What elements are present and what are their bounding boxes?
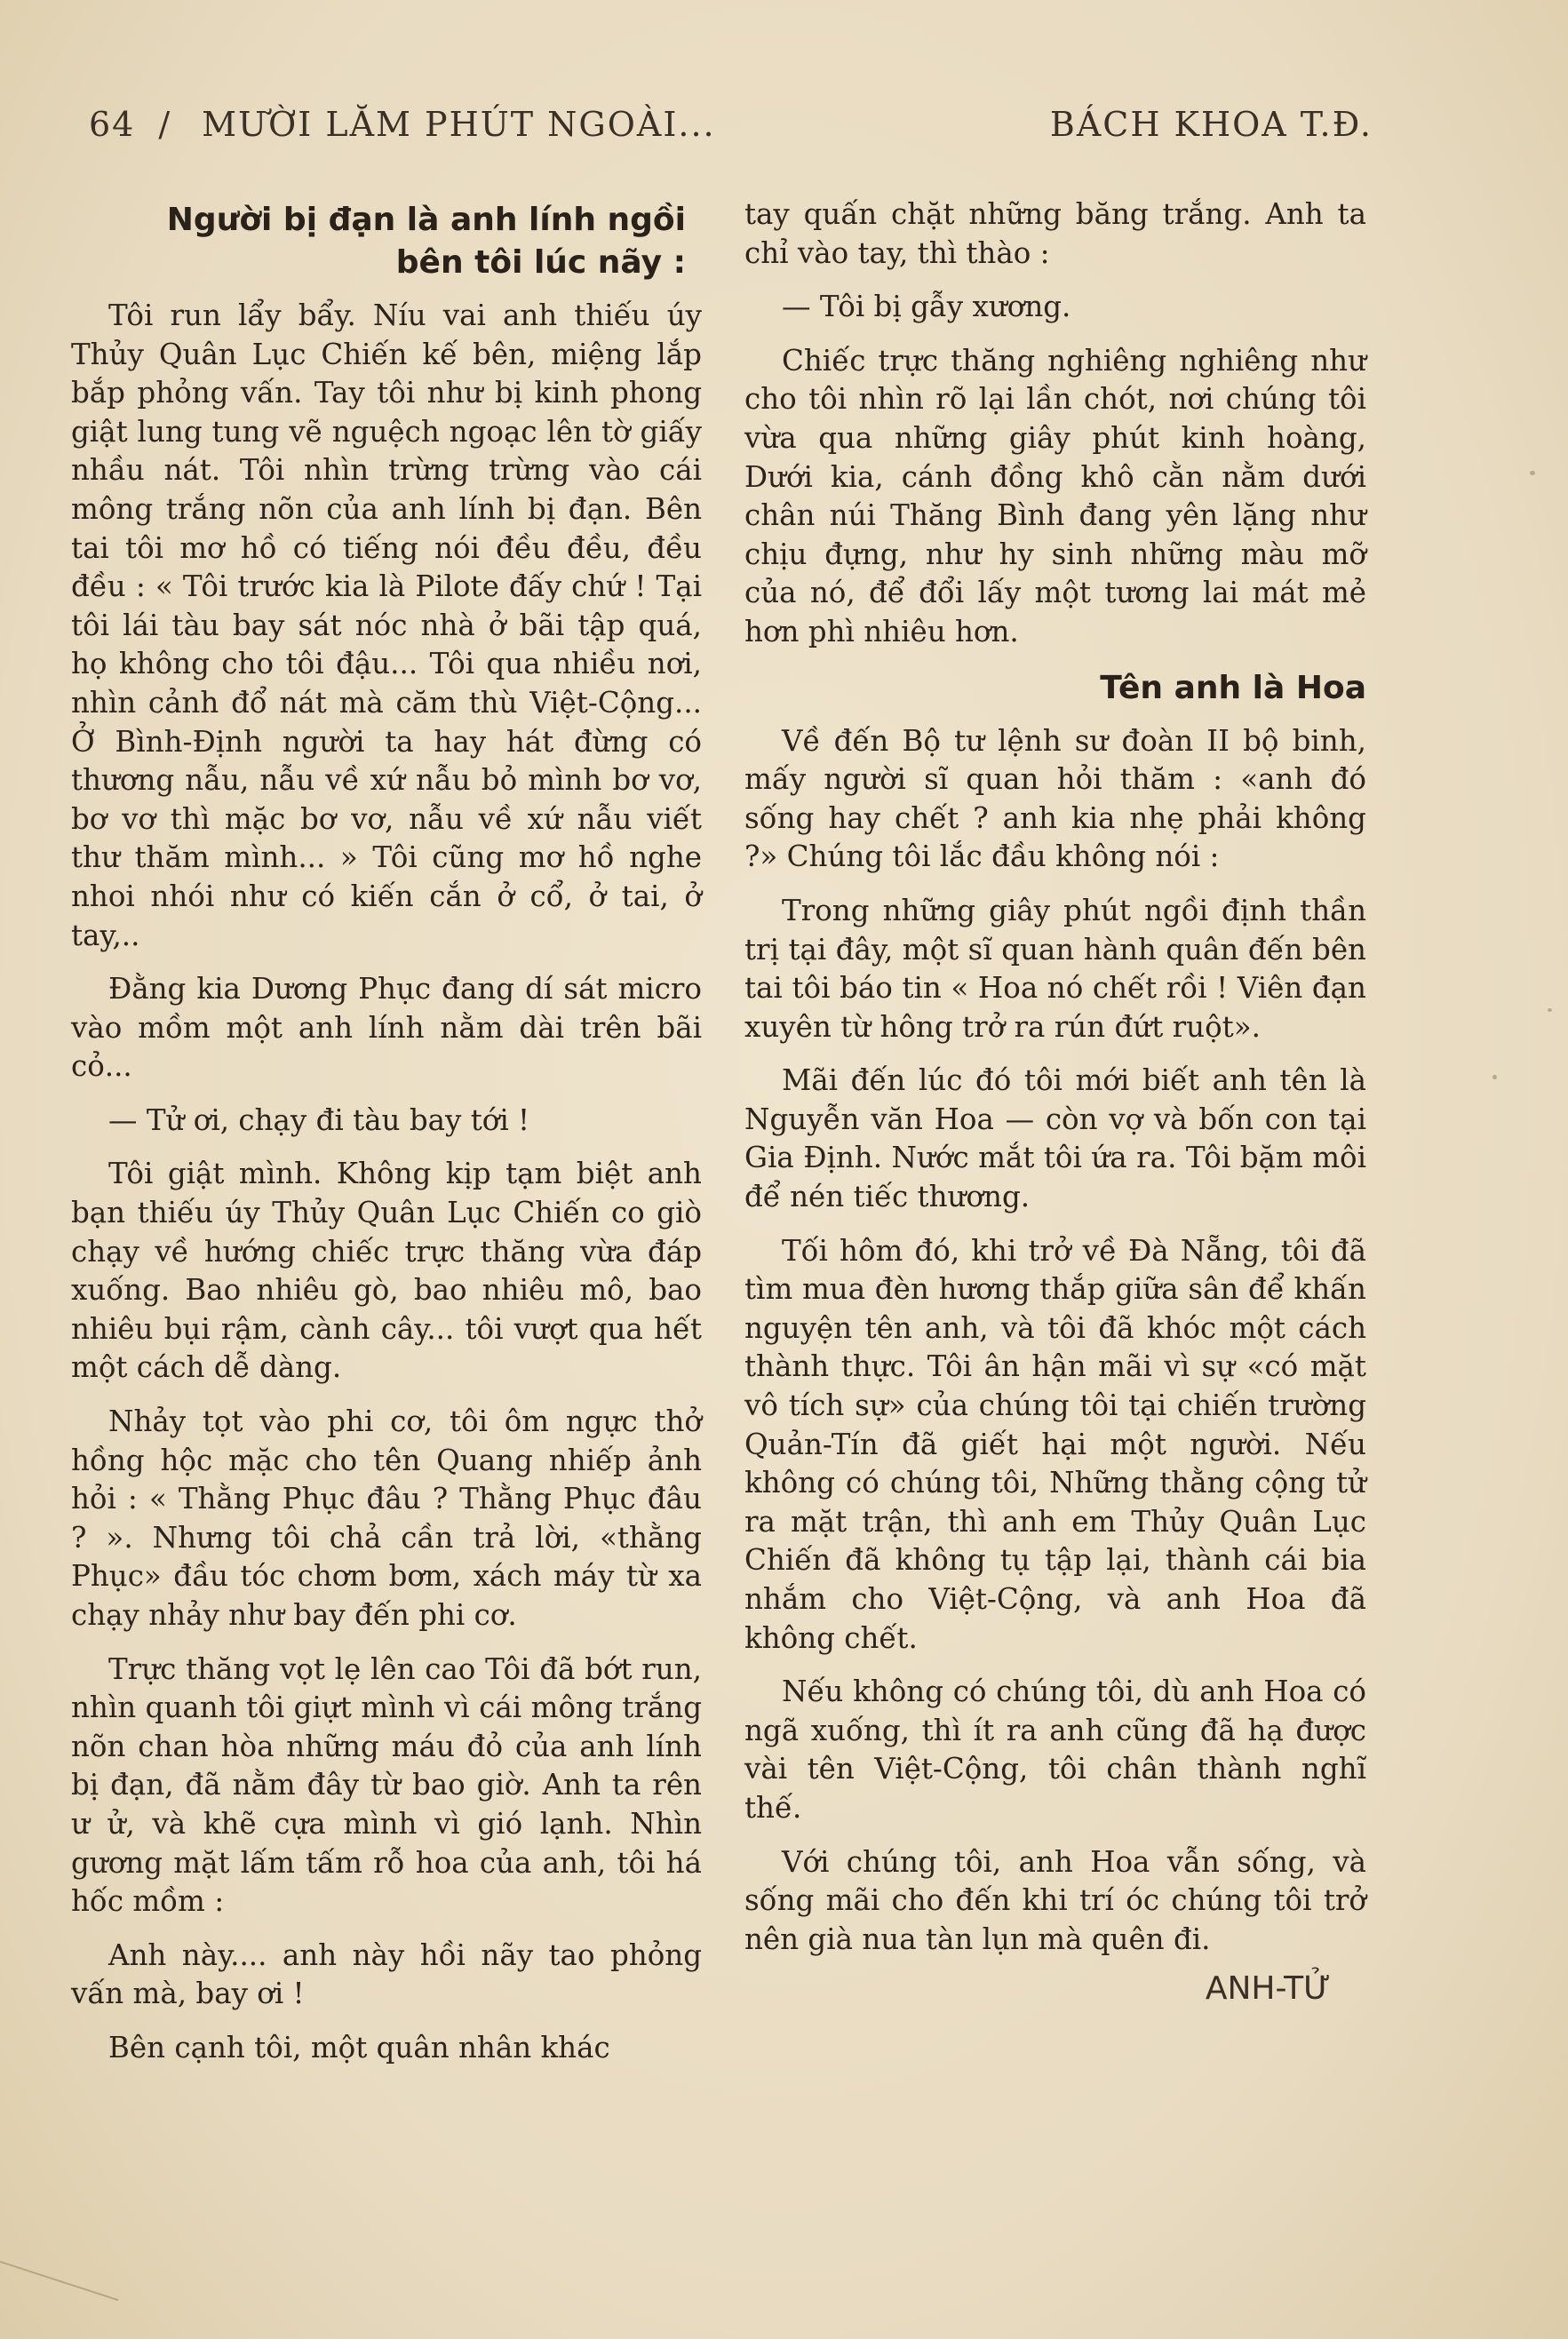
paragraph: Đằng kia Dương Phục đang dí sát micro vào mồm một anh lính nằm dài trên bãi cỏ...	[71, 972, 702, 1084]
continued-paragraph: tay quấn chặt những băng trắng. Anh ta chỉ vào tay, thì thào :	[744, 197, 1366, 270]
paper-speck	[1548, 1008, 1552, 1012]
paragraph: Với chúng tôi, anh Hoa vẫn sống, và sống mãi cho đến khi trí óc chúng tôi trở nên già nua tàn lụn mà quên đi.	[744, 1844, 1366, 1956]
author-signature: ANH-TỬ	[1205, 1970, 1331, 2008]
heading-line-2: bên tôi lúc nãy :	[395, 244, 686, 281]
page-header	[89, 105, 1373, 144]
paper-speck	[1492, 1075, 1497, 1079]
paragraph: Tôi run lẩy bẩy. Níu vai anh thiếu úy Thủy Quân Lục Chiến kế bên, miệng lắp bắp phỏng vấn. Tay tôi như bị kinh phong giật lung tung vẽ nguệch ngoạc lên tờ giấy nhầu nát. Tôi nhìn trừng trừng vào cái mông trắng nõn của anh lính bị đạn. Bên tai tôi mơ hồ có tiếng nói đều đều, đều đều : « Tôi trước kia là Pilote đấy chứ ! Tại tôi lái tàu bay sát nóc nhà ở bãi tập quá, họ không cho tôi đậu... Tôi qua nhiều nơi, nhìn cảnh đổ nát mà căm thù Việt-Cộng... Ở Bình-Định người ta hay hát đừng có thương nẫu, nẫu về xứ nẫu bỏ mình bơ vơ, bơ vơ thì mặc bơ vơ, nẫu về xứ nẫu viết thư thăm mình... » Tôi cũng mơ hồ nghe nhoi nhói như có kiến cắn ở cổ, ở tai, ở tay,..	[71, 298, 702, 952]
paragraph: Anh này.... anh này hồi nãy tao phỏng vấn mà, bay ơi !	[71, 1937, 702, 2011]
paragraph: Tối hôm đó, khi trở về Đà Nẵng, tôi đã tìm mua đèn hương thắp giữa sân để khấn nguyện tên anh, và tôi đã khóc một cách thành thực. Tôi ân hận mãi vì sự «có mặt vô tích sự» của chúng tôi tại chiến trường Quản-Tín đã giết hại một người. Nếu không có chúng tôi, Những thằng cộng tử ra mặt trận, thì anh em Thủy Quân Lục Chiến đã không tụ tập lại, thành cái bia nhắm cho Việt-Cộng, và anh Hoa đã không chết.	[744, 1233, 1366, 1655]
paragraph: Trong những giây phút ngồi định thần trị tại đây, một sĩ quan hành quân đến bên tai tôi báo tin « Hoa nó chết rồi ! Viên đạn xuyên từ hông trở ra rún đứt ruột».	[744, 893, 1366, 1044]
paragraph: Trực thăng vọt lẹ lên cao Tôi đã bớt run, nhìn quanh tôi giựt mình vì cái mông trắng nõn chan hòa những máu đỏ của anh lính bị đạn, đã nằm đây từ bao giờ. Anh ta rên ư ử, và khẽ cựa mình vì gió lạnh. Nhìn gương mặt lấm tấm rỗ hoa của anh, tôi há hốc mồm :	[71, 1651, 702, 1919]
section-heading-2: Tên anh là Hoa	[1100, 669, 1366, 706]
paragraph: Nhảy tọt vào phi cơ, tôi ôm ngực thở hồng hộc mặc cho tên Quang nhiếp ảnh hỏi : « Thằng Phục đâu ? Thằng Phục đâu ? ». Nhưng tôi chả cần trả lời, «thằng Phục» đầu tóc chơm bơm, xách máy từ xa chạy nhảy như bay đến phi cơ.	[71, 1404, 702, 1632]
paragraph: Bên cạnh tôi, một quân nhân khác	[108, 2030, 610, 2065]
publication-name: BÁCH KHOA T.Đ.	[1049, 105, 1373, 144]
paragraph: Nếu không có chúng tôi, dù anh Hoa có ngã xuống, thì ít ra anh cũng đã hạ được vài tên Việt-Cộng, tôi chân thành nghĩ thế.	[744, 1675, 1366, 1825]
right-column	[744, 195, 1366, 2009]
paragraph: Tôi giật mình. Không kịp tạm biệt anh bạn thiếu úy Thủy Quân Lục Chiến co giò chạy về hướng chiếc trực thăng vừa đáp xuống. Bao nhiêu gò, bao nhiêu mô, bao nhiêu bụi rậm, cành cây... tôi vượt qua hết một cách dễ dàng.	[71, 1157, 702, 1385]
paragraph: Chiếc trực thăng nghiêng nghiêng như cho tôi nhìn rõ lại lần chót, nơi chúng tôi vừa qua những giây phút kinh hoàng, Dưới kia, cánh đồng khô cằn nằm dưới chân núi Thăng Bình đang yên lặng như chịu đựng, như hy sinh những màu mỡ của nó, để đổi lấy một tương lai mát mẻ hơn phì nhiêu hơn.	[744, 343, 1366, 648]
page-fold-crease	[0, 2261, 118, 2301]
left-column	[71, 195, 702, 2068]
paragraph: — Tôi bị gẫy xương.	[782, 290, 1071, 324]
paper-speck	[1530, 471, 1535, 475]
header-separator: /	[158, 105, 172, 144]
heading-line-1: Người bị đạn là anh lính ngồi	[166, 202, 686, 238]
paragraph: Về đến Bộ tư lệnh sư đoàn II bộ binh, mấy người sĩ quan hỏi thăm : «anh đó sống hay chết ? anh kia nhẹ phải không ?» Chúng tôi lắc đầu không nói :	[744, 723, 1366, 874]
running-title: MƯỜI LĂM PHÚT NGOÀI...	[202, 105, 716, 144]
page-number: 64	[89, 105, 136, 144]
paragraph: Mãi đến lúc đó tôi mới biết anh tên là Nguyễn văn Hoa — còn vợ và bốn con tại Gia Định. Nước mắt tôi ứa ra. Tôi bặm môi để nén tiếc thương.	[744, 1063, 1366, 1214]
section-heading-1	[71, 199, 702, 284]
paragraph: — Tử ơi, chạy đi tàu bay tới !	[108, 1102, 530, 1137]
